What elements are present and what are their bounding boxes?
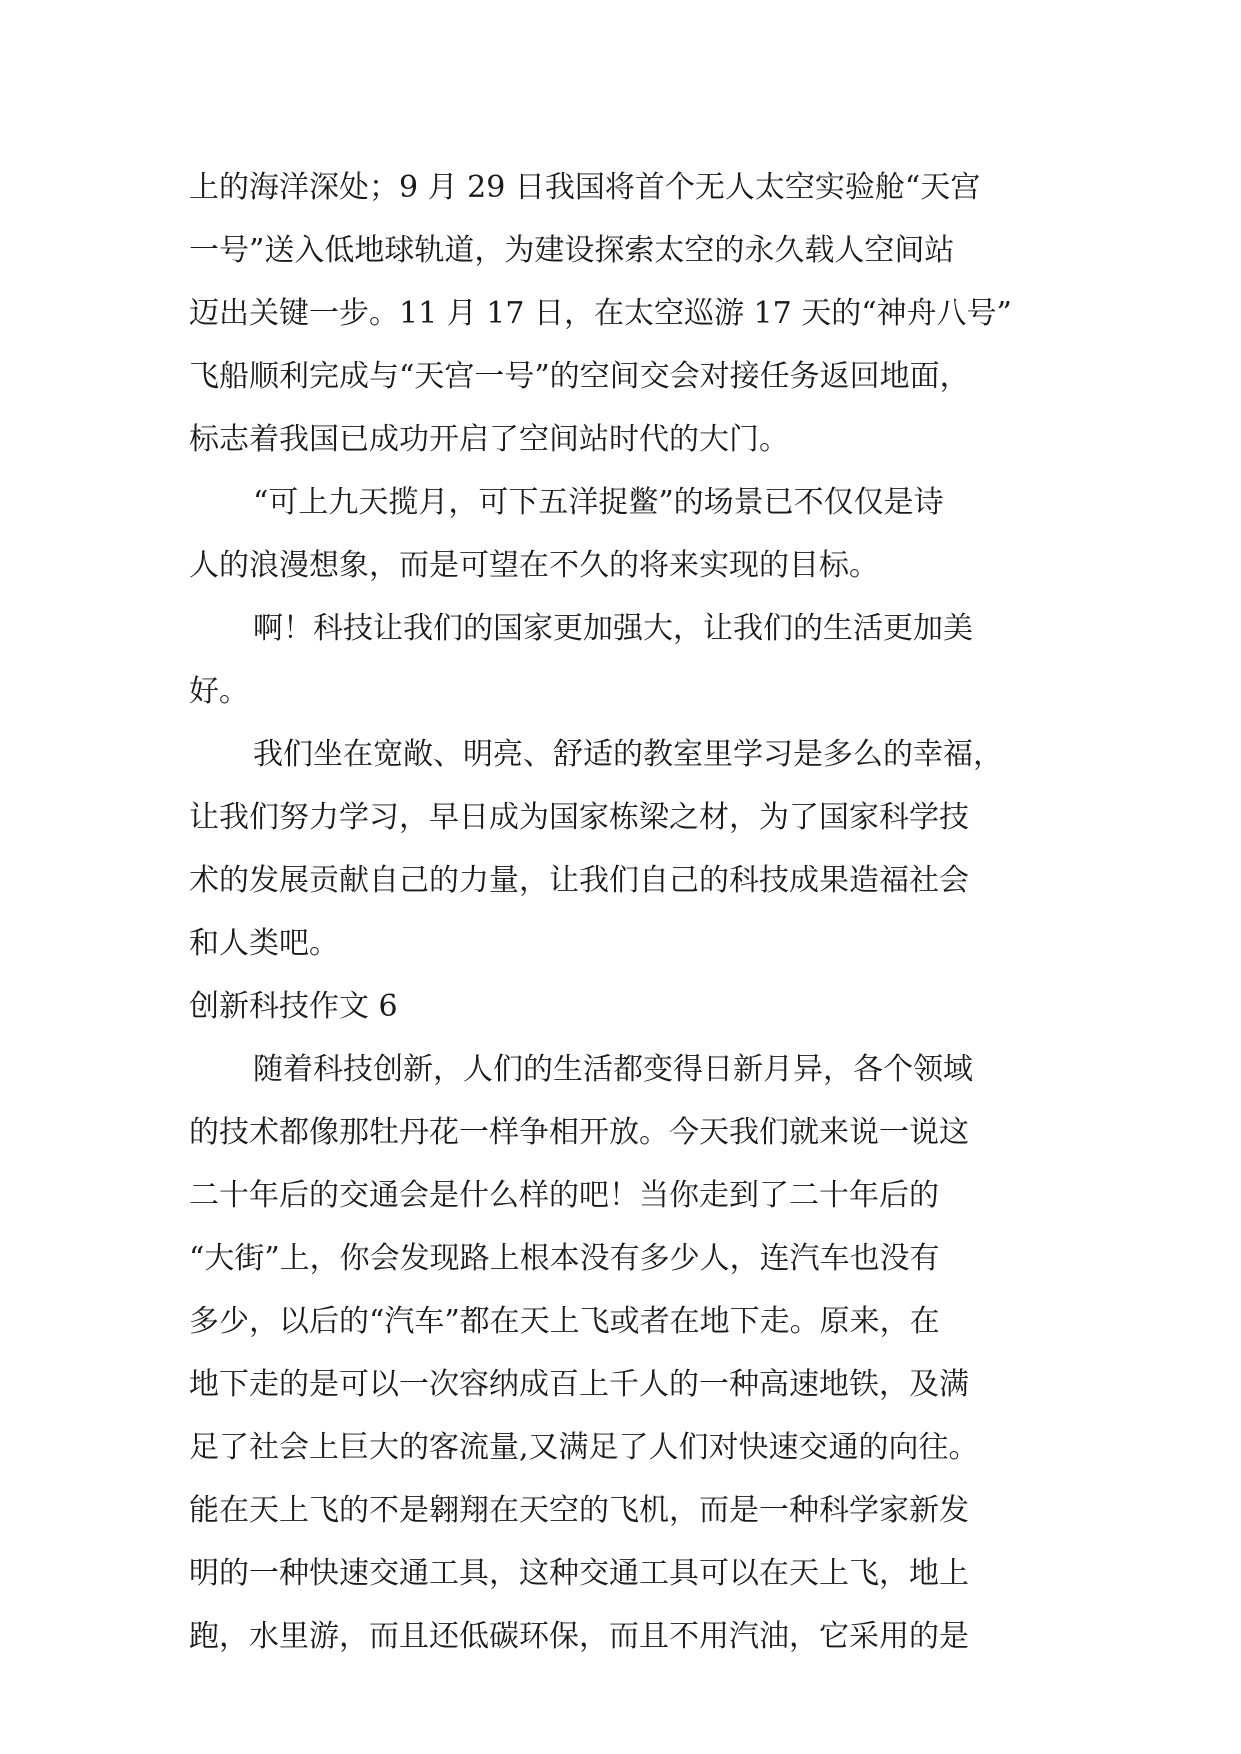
text-line: 上的海洋深处；9 月 29 日我国将首个无人太空实验舱“天宫: [189, 170, 981, 205]
text-line: 能在天上飞的不是翱翔在天空的飞机，而是一种科学家新发: [189, 1493, 969, 1528]
section-heading: 创新科技作文 6: [189, 989, 398, 1024]
text-line: 二十年后的交通会是什么样的吧！当你走到了二十年后的: [189, 1178, 939, 1213]
text-line: 人的浪漫想象，而是可望在不久的将来实现的目标。: [189, 548, 879, 583]
text-line: 标志着我国已成功开启了空间站时代的大门。: [189, 422, 789, 457]
text-line: 的技术都像那牡丹花一样争相开放。今天我们就来说一说这: [189, 1115, 969, 1150]
text-line: 一号”送入低地球轨道，为建设探索太空的永久载人空间站: [189, 233, 955, 268]
text-line: 跑，水里游，而且还低碳环保，而且不用汽油，它采用的是: [189, 1619, 969, 1654]
paragraph-first-line: 我们坐在宽敞、明亮、舒适的教室里学习是多么的幸福，: [253, 737, 1003, 772]
text-line: “大街”上，你会发现路上根本没有多少人，连汽车也没有: [189, 1241, 940, 1276]
paragraph-first-line: “可上九天揽月，可下五洋捉鳖”的场景已不仅仅是诗: [253, 485, 944, 520]
text-line: 多少，以后的“汽车”都在天上飞或者在地下走。原来，在: [189, 1304, 940, 1339]
text-line: 迈出关键一步。11 月 17 日，在太空巡游 17 天的“神舟八号”: [189, 296, 1012, 331]
text-line: 明的一种快速交通工具，这种交通工具可以在天上飞，地上: [189, 1556, 969, 1591]
paragraph-first-line: 啊！科技让我们的国家更加强大，让我们的生活更加美: [253, 611, 973, 646]
text-line: 足了社会上巨大的客流量,又满足了人们对快速交通的向往。: [189, 1430, 979, 1465]
text-line: 和人类吧。: [189, 926, 339, 961]
text-line: 让我们努力学习，早日成为国家栋梁之材，为了国家科学技: [189, 800, 969, 835]
paragraph-first-line: 随着科技创新，人们的生活都变得日新月异，各个领域: [253, 1052, 973, 1087]
text-line: 术的发展贡献自己的力量，让我们自己的科技成果造福社会: [189, 863, 969, 898]
document-body: [189, 156, 1059, 1668]
text-line: 好。: [189, 674, 249, 709]
text-line: 飞船顺利完成与“天宫一号”的空间交会对接任务返回地面，: [189, 359, 970, 394]
text-line: 地下走的是可以一次容纳成百上千人的一种高速地铁，及满: [189, 1367, 969, 1402]
